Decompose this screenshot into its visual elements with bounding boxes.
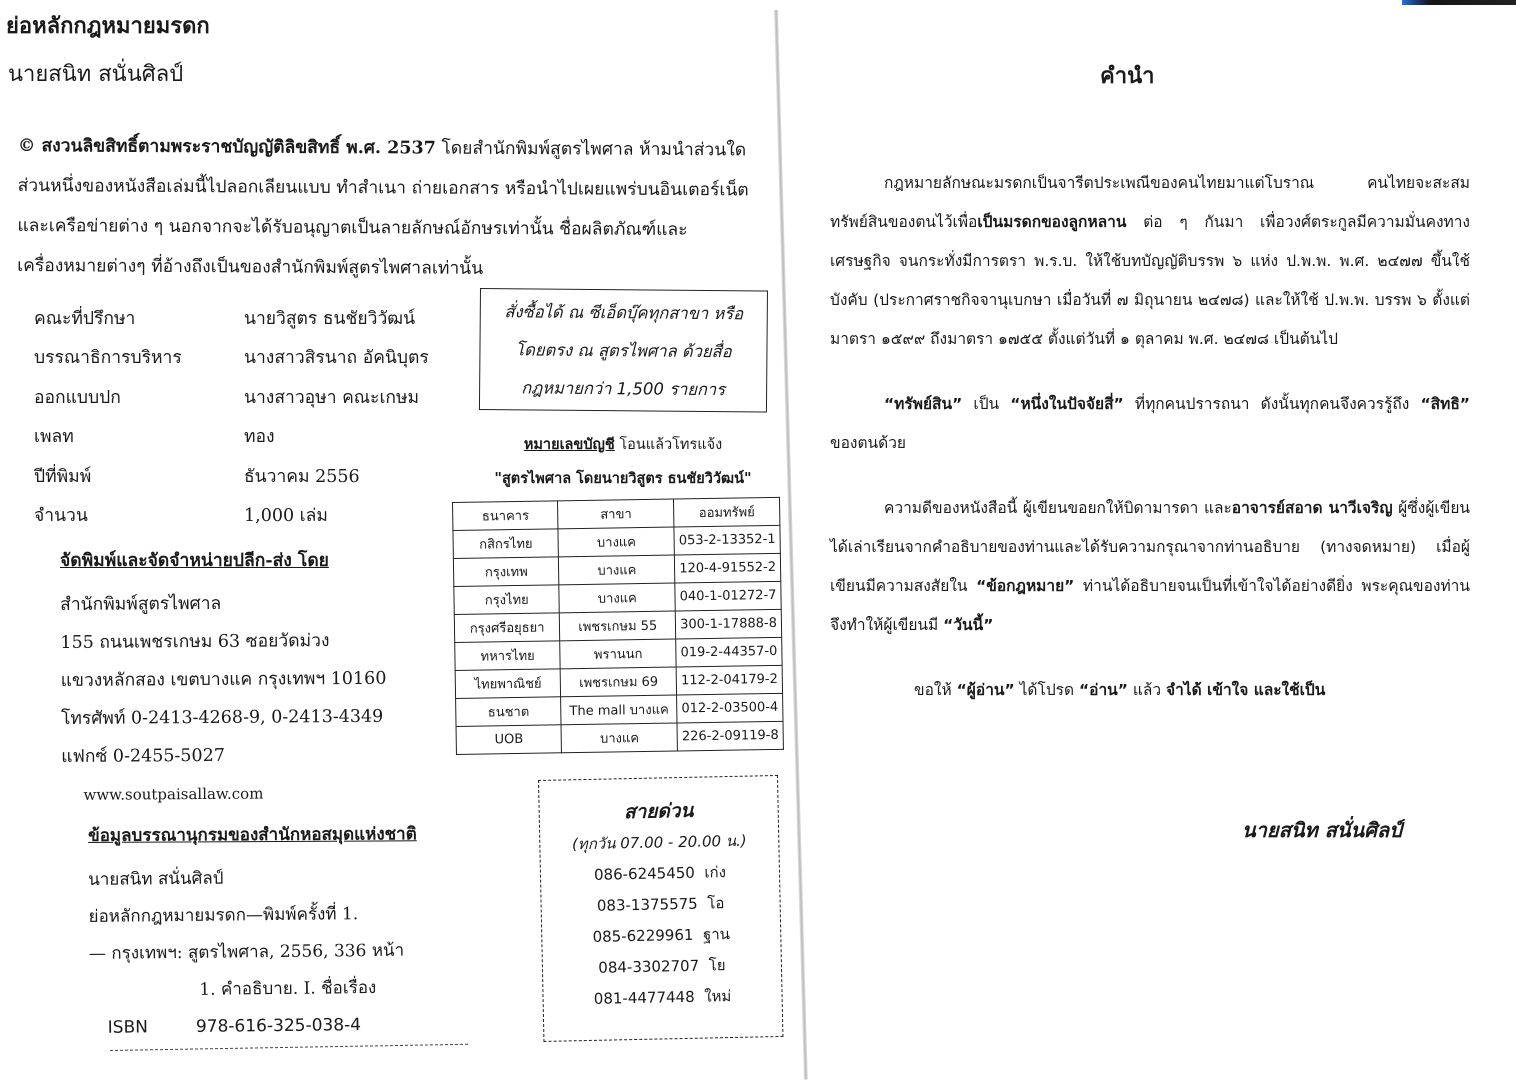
bank-cell: UOB [456,725,562,755]
credit-row [34,377,429,417]
hotline-contact [543,949,782,985]
text: ผู้ซึ่งผู้เขียนได้เล่าเรียนจากคำอธิบายของท่านและได้รับความกรุณาจากท่านอธิบาย (ทางจดหมาย) เมื่อผู้เขียนมีความสงสัยใน [830,499,1470,595]
credit-label: ปีที่พิมพ์ [34,466,92,487]
foreword-paragraph [830,164,1470,359]
hotline-contact [541,887,780,923]
account-label: หมายเลขบัญชี [523,436,615,453]
right-page-foreword [830,0,1516,1080]
hotline-phone: 085-6229961 [592,925,694,946]
credit-value: ธันวาคม 2556 [244,466,360,487]
catalog-data [88,859,405,1047]
text: ได้โปรด [1014,681,1079,699]
text: ท่านได้อธิบายจนเป็นที่เข้าใจได้อย่างดียิ่ง พระคุณของท่านจึงทำให้ผู้เขียนมี [830,577,1470,634]
branch-cell: พรานนก [560,639,676,669]
foreword-paragraph [830,489,1470,645]
credit-value: 1,000 เล่ม [244,506,328,527]
emphasis: “ทรัพย์สิน” [884,395,963,413]
foreword-paragraph [830,385,1470,463]
account-cell: 120-4-91552-2 [675,553,781,583]
hotline-phone: 086-6245450 [593,863,696,884]
account-cell: 053-2-13352-1 [674,525,780,555]
account-instruction: โอนแล้วโทรแจ้ง [614,437,723,453]
hotline-phone: 081-4477448 [593,987,695,1008]
table-row [456,721,783,754]
foreword-title: คำนำ [1100,64,1155,89]
account-note [468,428,778,496]
account-cell: 112-2-04179-2 [676,665,782,695]
hotline-name: โย [708,956,726,975]
branch-cell: บางแค [559,555,675,585]
branch-cell: The mall บางแค [561,695,677,725]
hotline-contact [542,918,781,954]
hotline-contact [543,980,782,1016]
emphasis: อาจารย์สอาด นาวีเจริญ [1231,499,1393,517]
text: กฎหมายลักษณะมรดกเป็นจารีตประเพณีของคนไทยมาแต่โบราณ คนไทยจะสะสมทรัพย์สินของตนไว้เพื่อ [830,174,1470,231]
credit-row [34,298,429,338]
phone-line: โทรศัพท์ 0-2413-4268-9, 0-2413-4349 [60,706,384,729]
hotline-title: สายด่วน [623,799,694,824]
hotline-phone: 084-3302707 [598,956,700,977]
credit-label: ออกแบบปก [34,387,121,408]
credit-value: ทอง [244,427,275,448]
credit-label: บรรณาธิการบริหาร [34,348,182,369]
column-header: ธนาคาร [453,501,559,531]
book-author: นายสนิท สนั่นศิลป์ [8,62,184,87]
isbn-label: ISBN [107,1017,149,1038]
publisher-address [60,584,387,814]
credit-value: นางสาวอุษา คณะเกษม [244,387,420,408]
credit-row [34,456,429,496]
text: ที่ทุกคนปรารถนา ดังนั้นทุกคนจึงควรรู้ถึง [1123,395,1421,413]
hotline-name: ใหม่ [704,987,732,1006]
text: ขอให้ [914,681,957,699]
copyright-lead: © สงวนลิขสิทธิ์ตามพระราชบัญญัติลิขสิทธิ์ พ.ศ. 2537 [17,135,436,159]
catalog-heading: ข้อมูลบรรณานุกรมของสำนักหอสมุดแห่งชาติ [88,824,417,846]
branch-cell: บางแค [558,527,674,557]
catalog-line: ย่อหลักกฎหมายมรดก—พิมพ์ครั้งที่ 1. [88,904,359,927]
address-line: แขวงหลักสอง เขตบางแค กรุงเทพฯ 10160 [60,668,387,691]
order-info-box [479,288,768,413]
hotline-contact [541,856,780,892]
emphasis: “อ่าน” [1078,681,1128,699]
hotline-hours: (ทุกวัน 07.00 - 20.00 น.) [571,831,747,854]
bank-cell: กรุงศรีอยุธยา [454,613,560,643]
distribution-heading: จัดพิมพ์และจัดจำหน่ายปลีก-ส่ง โดย [60,551,329,571]
bank-cell: ไทยพาณิชย์ [455,669,561,699]
order-line: โดยตรง ณ สูตรไพศาล ด้วยสื่อ [515,340,732,362]
credit-label: เพลท [34,427,74,448]
emphasis: “สิทธิ” [1420,395,1470,413]
author-signature: นายสนิท สนั่นศิลป์ [1242,818,1402,842]
bank-cell: กรุงไทย [454,585,560,615]
text: ของตนด้วย [830,434,906,452]
emphasis: “หนึ่งในปัจจัยสี่” [1010,395,1124,413]
book-title: ย่อหลักกฎหมายมรดก [6,14,210,39]
account-cell: 012-2-03500-4 [677,693,783,723]
hotline-name: เก่ง [704,863,727,882]
account-cell: 300-1-17888-8 [675,609,781,639]
fax-line: แฟกซ์ 0-2455-5027 [61,745,226,767]
account-cell: 040-1-01272-7 [675,581,781,611]
order-line: กฎหมายกว่า 1,500 รายการ [521,378,726,400]
emphasis: “วันนี้” [943,616,994,634]
hotline-box [538,775,783,1042]
credit-value: นางสาวสิรนาถ อัคนิบุตร [244,348,429,369]
address-line: 155 ถนนเพชรเกษม 63 ซอยวัดม่วง [60,631,330,653]
isbn-row [90,1007,406,1047]
text: แล้ว [1127,681,1167,699]
branch-cell: บางแค [559,583,675,613]
copyright-notice [17,126,758,291]
column-header: ออมทรัพย์ [674,497,780,527]
bank-cell: ธนชาต [456,697,562,727]
bank-cell: กสิกรไทย [453,529,559,559]
website-link[interactable]: www.soutpaisallaw.com [83,784,264,804]
text: ต่อ ๆ กันมา เพื่อวงศ์ตระกูลมีความมั่นคงทางเศรษฐกิจ จนกระทั่งมีการตรา พ.ร.บ. ให้ใช้บทบัญญัติบรรพ ๖ แห่ง ป.พ.พ. พ.ศ. ๒๔๗๗ ขึ้นใช้บังคับ (ประกาศราชกิจจานุเบกษา เมื่อวันที่ ๗ มิถุนายน ๒๔๗๘) และให้ใช้ ป.พ.พ. บรรพ ๖ ตั้งแต่มาตรา ๑๕๙๙ ถึงมาตรา ๑๗๕๕ ตั้งแต่วันที่ ๑ ตุลาคม พ.ศ. ๒๔๗๘ เป็นต้นไป [830,213,1470,348]
bank-accounts-table [452,497,784,755]
hotline-name: โอ [707,894,725,913]
hotline-name: ฐาน [702,925,731,944]
column-header: สาขา [558,499,674,529]
emphasis: เป็นมรดกของลูกหลาน [977,213,1127,231]
credit-value: นายวิสูตร ธนชัยวิวัฒน์ [244,308,416,329]
foreword-paragraph [830,671,1470,710]
bank-cell: ทหารไทย [455,641,561,671]
copyright-body: โดยสำนักพิมพ์สูตรไพศาล ห้ามนำส่วนใดส่วนหนึ่งของหนังสือเล่มนี้ไปลอกเลียนแบบ ทำสำเนา ถ่ายเอกสาร หรือนำไปเผยแพร่บนอินเตอร์เน็ต และเครือข่ายต่าง ๆ นอกจากจะได้รับอนุญาตเป็นลายลักษณ์อักษรเท่านั้น ชื่อผลิตภัณฑ์และเครื่องหมายต่างๆ ที่อ้างถึงเป็นของสำนักพิมพ์สูตรไพศาลเท่านั้น [17,138,749,279]
bank-cell: กรุงเทพ [453,557,559,587]
catalog-subject: 1. คำอธิบาย. I. ชื่อเรื่อง [199,977,377,1000]
credit-row [34,496,429,536]
hotline-phone: 083-1375575 [596,894,698,915]
text: ความดีของหนังสือนี้ ผู้เขียนขอยกให้บิดามารดา และ [884,499,1232,517]
text: เป็น [962,395,1011,413]
catalog-line: — กรุงเทพฯ: สูตรไพศาล, 2556, 336 หน้า [88,940,405,964]
branch-cell: เพชรเกษม 55 [560,611,676,641]
credit-label: จำนวน [34,506,88,527]
catalog-line: นายสนิท สนั่นศิลป์ [88,868,224,890]
credit-row [34,338,429,378]
credit-label: คณะที่ปรึกษา [34,308,136,329]
emphasis: จำได้ เข้าใจ และใช้เป็น [1166,681,1326,699]
branch-cell: บางแค [561,723,677,753]
emphasis: “ข้อกฎหมาย” [976,577,1075,595]
branch-cell: เพชรเกษม 69 [561,667,677,697]
account-cell: 226-2-09119-8 [677,721,783,751]
emphasis: “ผู้อ่าน” [956,681,1015,699]
account-cell: 019-2-44357-0 [676,637,782,667]
credits-list [34,298,429,535]
account-name: "สูตรไพศาล โดยนายวิสูตร ธนชัยวิวัฒน์" [494,470,752,487]
foreword-body [830,164,1470,710]
credit-row [34,417,429,457]
address-line: สำนักพิมพ์สูตรไพศาล [60,593,222,615]
isbn-value: 978-616-325-038-4 [195,1015,362,1037]
order-line: สั่งซื้อได้ ณ ซีเอ็ดบุ๊คทุกสาขา หรือ [504,302,744,324]
